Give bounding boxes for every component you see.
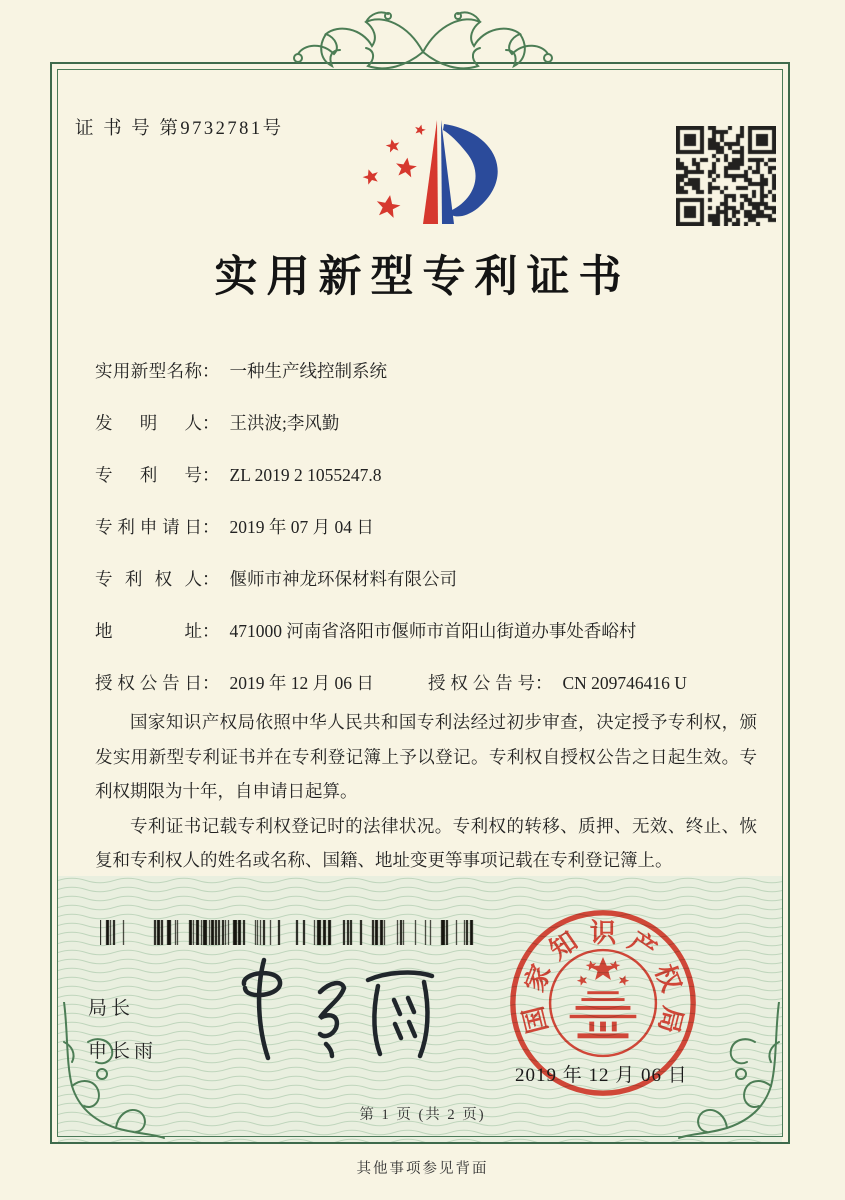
director-signature [228,942,438,1067]
national-emblem-icon [550,950,656,1056]
field-value: 一种生产线控制系统 [229,361,387,381]
field-row-grant [95,670,760,695]
field-colon: ： [202,413,220,433]
director-title-label: 局长 [88,998,135,1019]
field-row-patentee [95,566,760,591]
field-value: 王洪波;李风勤 [229,413,340,433]
seal-char: 家 [519,960,557,996]
field-row-filing-date [95,514,760,539]
field-value: 471000 河南省洛阳市偃师市首阳山街道办事处香峪村 [229,621,637,641]
certificate-title: 实用新型专利证书 [214,254,631,301]
certificate-number: 证 书 号 第9732781号 [75,119,284,139]
field-row-utility-name [95,358,760,383]
field-value: 2019 年 07 月 04 日 [229,517,374,537]
seal-char: 国 [517,1003,554,1037]
seal-char: 权 [649,960,687,996]
legal-paragraph-1: 国家知识产权局依照中华人民共和国专利法经过初步审查，决定授予专利权，颁发实用新型专利证书并在专利登记簿上予以登记。专利权自授权公告之日起生效。专利权期限为十年，自申请日起算。 [95,712,757,801]
field-colon: ： [202,673,220,693]
field-label: 专利权人 [95,569,202,589]
field-value: ZL 2019 2 1055247.8 [229,465,382,485]
field-colon: ： [535,673,553,693]
field-label: 发明人 [95,413,202,433]
seal-char: 局 [652,1003,689,1037]
field-value: 偃师市神龙环保材料有限公司 [229,569,457,589]
grant-date-value: 2019 年 12 月 06 日 [229,673,374,693]
seal-char: 产 [623,925,662,966]
legal-paragraph-2: 专利证书记载专利权登记时的法律状况。专利权的转移、质押、无效、终止、恢复和专利权人的姓名或名称、国籍、地址变更等事项记载在专利登记簿上。 [95,815,757,870]
cnipa-logo-icon [338,114,528,234]
field-colon: ： [202,621,220,641]
field-row-inventor [95,410,760,435]
page-number-info: 第 1 页 (共 2 页) [359,1107,486,1123]
field-row-address [95,618,760,643]
grant-number-value: CN 209746416 U [562,673,687,693]
field-colon: ： [202,361,220,381]
seal-char: 识 [589,918,617,949]
field-row-patent-number [95,462,760,487]
field-label: 专利号 [95,465,202,485]
qr-code [676,126,776,226]
grant-number-label: 授权公告号 [428,673,535,693]
field-colon: ： [202,517,220,537]
back-side-note: 其他事项参见背面 [356,1161,489,1177]
field-colon: ： [202,569,220,589]
seal-date: 2019 年 12 月 06 日 [515,1065,688,1086]
field-label: 专利申请日 [95,517,202,537]
director-name-label: 申长雨 [88,1041,158,1062]
field-label: 实用新型名称 [95,361,202,381]
seal-char: 知 [544,925,583,966]
field-label: 地址 [95,621,202,641]
legal-text-block [95,705,757,878]
grant-date-label: 授权公告日 [95,673,202,693]
field-colon: ： [202,465,220,485]
top-flourish-ornament [270,4,576,92]
